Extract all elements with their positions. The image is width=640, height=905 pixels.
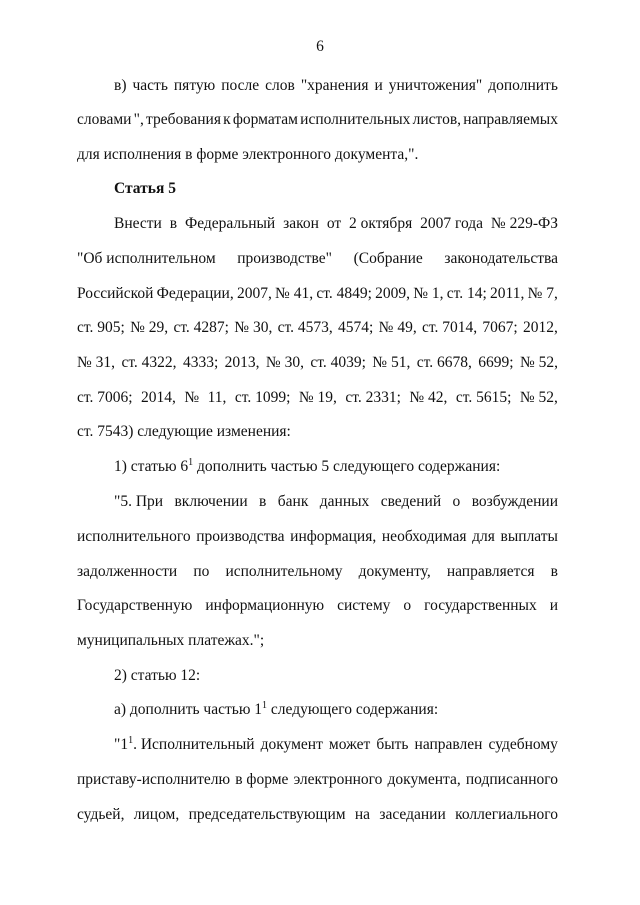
article-intro-line-3 — [77, 284, 558, 304]
word: в — [259, 493, 267, 510]
article-intro-line-2 — [77, 249, 558, 269]
word: 7067; — [482, 319, 518, 336]
word: ст. 2331; — [345, 389, 401, 406]
quote-5-line-5: муниципальных платежах."; — [77, 632, 265, 649]
word: 2013, — [224, 354, 260, 371]
word: Федерации, — [156, 285, 234, 302]
word: ст. 14; — [446, 285, 487, 302]
quote-11-line-2 — [77, 770, 558, 790]
word: пятую — [173, 77, 216, 94]
word: законодательства — [444, 250, 558, 267]
word: 2014, — [141, 389, 176, 406]
word: исполнительному — [225, 563, 343, 580]
word: 2012, — [523, 319, 558, 336]
item-2: 2) статью 12: — [114, 667, 201, 684]
quote-11-word: документ — [260, 736, 323, 753]
word: № 51, — [372, 354, 411, 371]
word: "хранения — [300, 77, 369, 94]
article-intro-line-1 — [114, 214, 558, 234]
word: выплаты — [500, 528, 558, 545]
word: словами — [77, 111, 132, 128]
quote-11-word: . Исполнительный — [133, 736, 255, 753]
word: (Собрание — [353, 250, 423, 267]
quote-11-word: может — [328, 736, 371, 753]
word: задолженности — [77, 563, 178, 580]
article-intro-line-4 — [77, 318, 558, 338]
page-number: 6 — [316, 38, 324, 55]
word: № 19, — [298, 389, 337, 406]
word: и — [374, 77, 383, 94]
word: листов, — [412, 111, 462, 128]
word: систему — [337, 597, 391, 614]
word: лицом, — [133, 806, 180, 823]
word: приставу-исполнителю — [77, 771, 231, 788]
word: исполнительных — [300, 111, 411, 128]
word: № 31, — [77, 354, 116, 371]
word: государственных — [424, 597, 537, 614]
word: № 229-ФЗ — [490, 215, 558, 232]
word: ст. 6678, — [416, 354, 472, 371]
article-intro-line-5 — [77, 353, 558, 373]
word: в) — [114, 77, 127, 94]
word: направляется — [446, 563, 535, 580]
quote-11-word: направлен — [414, 736, 483, 753]
quote-11-superscript: 1 — [128, 735, 134, 746]
word: № 7, — [527, 285, 558, 302]
word: информационную — [205, 597, 325, 614]
word: ст. 4039; — [310, 354, 366, 371]
word: требования — [146, 111, 221, 128]
quote-11-line-3 — [77, 805, 558, 825]
word: ст. 7014, — [422, 319, 478, 336]
word: к — [223, 111, 231, 128]
word: документа, — [387, 771, 461, 788]
word: 2007, — [236, 285, 272, 302]
word: Государственную — [77, 597, 193, 614]
word: в — [550, 563, 558, 580]
word: коллегиального — [455, 806, 558, 823]
word: 2011, — [490, 285, 525, 302]
item-2a-text: а) дополнить частью 1 — [114, 701, 263, 718]
word: № 42, — [409, 389, 448, 406]
word: документу, — [358, 563, 431, 580]
word: банк — [277, 493, 309, 510]
word: ст. 4287; — [173, 319, 229, 336]
word: № 30, — [265, 354, 304, 371]
word: форматам — [232, 111, 298, 128]
word: 4574; — [338, 319, 374, 336]
word: № 41, — [275, 285, 314, 302]
word: на — [354, 806, 371, 823]
word: исполнительного — [77, 528, 191, 545]
item-2a — [114, 700, 558, 720]
item-1-text: 1) статью 6 — [114, 458, 189, 475]
word: данных — [319, 493, 370, 510]
word: и — [549, 597, 558, 614]
quote-11-line-1 — [114, 735, 558, 755]
word: судьей, — [77, 806, 125, 823]
word: "Об исполнительном — [77, 250, 216, 267]
word: № 30, — [234, 319, 273, 336]
quote-5-line-4 — [77, 596, 558, 616]
word: № — [184, 389, 200, 406]
word: ст. 7006; — [77, 389, 133, 406]
word: ст. 1099; — [234, 389, 291, 406]
word: ст. 905; — [77, 319, 125, 336]
word: 4333; — [182, 354, 219, 371]
quote-5-line-2 — [77, 527, 558, 547]
word: от — [326, 215, 342, 232]
word: дополнить — [488, 77, 558, 94]
quote-11-word: судебному — [488, 736, 558, 753]
word: ст. 4322, — [121, 354, 177, 371]
word: ", — [133, 111, 144, 128]
word: электронного — [293, 771, 383, 788]
quote-5-line-1 — [114, 492, 558, 512]
word: по — [193, 563, 210, 580]
word: для — [472, 528, 495, 545]
item-1 — [114, 457, 558, 477]
item-2a-text-rest: следующего содержания: — [267, 701, 439, 718]
word: подписанного — [465, 771, 558, 788]
article-intro-line-6 — [77, 388, 558, 408]
word: Внести — [114, 215, 162, 232]
quote-11-word: быть — [376, 736, 409, 753]
word: 11, — [207, 389, 227, 406]
item-2a-superscript: 1 — [262, 700, 268, 711]
word: направляемых — [463, 111, 558, 128]
word: включении — [174, 493, 248, 510]
item-1-superscript: 1 — [188, 457, 194, 468]
word: 2 октября — [349, 215, 413, 232]
word: № 1, — [413, 285, 444, 302]
word: ст. 5615; — [455, 389, 512, 406]
quote-11-prefix: "1 — [114, 736, 129, 753]
word: № 52, — [519, 389, 558, 406]
para-v-line-2 — [77, 110, 558, 130]
word: после — [221, 77, 260, 94]
word: "5. При — [114, 493, 164, 510]
word: о — [452, 493, 461, 510]
para-v-line-1 — [114, 76, 558, 96]
word: 2007 года — [420, 215, 484, 232]
word: часть — [132, 77, 168, 94]
word: заседании — [379, 806, 446, 823]
word: № 29, — [130, 319, 169, 336]
word: информация, — [290, 528, 377, 545]
word: в форме — [235, 771, 289, 788]
article-intro-line-7: ст. 7543) следующие изменения: — [77, 423, 291, 440]
word: производстве" — [237, 250, 332, 267]
word: председательствующим — [188, 806, 346, 823]
word: возбуждении — [471, 493, 558, 510]
item-1-text-rest: дополнить частью 5 следующего содержания: — [193, 458, 501, 475]
word: ст. 4573, — [277, 319, 333, 336]
word: необходимая — [381, 528, 467, 545]
para-v-line-3: для исполнения в форме электронного документа,". — [77, 146, 419, 163]
quote-11-line-1-start — [114, 735, 255, 755]
word: производства — [196, 528, 285, 545]
quote-5-line-3 — [77, 562, 558, 582]
word: Федеральный — [184, 215, 276, 232]
word: № 49, — [378, 319, 417, 336]
word: 6699; — [478, 354, 514, 371]
word: о — [403, 597, 412, 614]
article-heading: Статья 5 — [114, 180, 176, 197]
word: Российской — [77, 285, 154, 302]
word: в — [169, 215, 178, 232]
word: уничтожения" — [388, 77, 483, 94]
word: ст. 4849; — [316, 285, 372, 302]
word: сведений — [380, 493, 442, 510]
word: слов — [265, 77, 295, 94]
word: 2009, — [375, 285, 410, 302]
word: № 52, — [519, 354, 558, 371]
word: закон — [283, 215, 319, 232]
